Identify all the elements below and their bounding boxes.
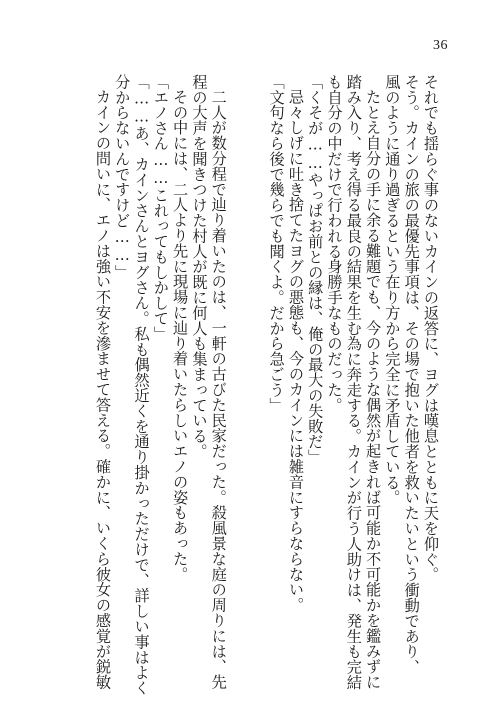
text-line: も自分の中だけで行われる身勝手なものだった。: [325, 74, 344, 413]
blank-line: [228, 74, 247, 634]
text-line: 忌々しげに吐き捨てたヨグの悪態も、今のカインには雑音にすらならない。: [286, 89, 305, 613]
text-line: 程の大声を聞きつけた村人が既に何人も集まっている。: [190, 74, 209, 459]
text-line: そう。カインの旅の最優先事項は、その場で抱いた他者を救いたいという衝動であり、: [402, 74, 421, 675]
text-line: カインの問いに、エノは強い不安を滲ませて答える。確かに、いくら彼女の感覚が鋭敏: [93, 89, 112, 690]
text-line: その中には、二人より先に現場に辿り着いたらしいエノの姿もあった。: [171, 89, 190, 582]
text-line: 風のように通り過ぎるという在り方から完全に矛盾している。: [383, 74, 402, 506]
text-line: 踏み入り、考え得る最良の結果を生む為に奔走する。カインが行う人助けは、発生も完結: [344, 74, 363, 690]
page-number: 36: [433, 38, 448, 53]
vertical-body-text: [93, 74, 440, 696]
text-line: 二人が数分程で辿り着いたのは、一軒の古びた民家だった。殺風景な庭の周りには、先: [209, 89, 228, 690]
dialogue-line: 「……あ、カインさんとヨグさん。私も偶然近くを通り掛かっただけで、詳しい事はよく: [132, 74, 151, 696]
text-line: 分からないんですけど……」: [113, 74, 132, 280]
blank-line: [247, 74, 266, 634]
dialogue-line: 「エノさん……これってもしかして」: [151, 74, 170, 342]
dialogue-line: 「文句なら後で幾らでも聞くよ。だから急ごう」: [267, 74, 286, 413]
text-line: それでも揺らぐ事のないカインの返答に、ヨグは嘆息とともに天を仰ぐ。: [422, 74, 440, 583]
dialogue-line: 「くそが……やっぱお前との縁は、俺の最大の失敗だ」: [306, 74, 325, 465]
text-line: たとえ自分の手に余る難題でも、今のような偶然が起きれば可能か不可能かを鑑みずに: [364, 89, 383, 690]
